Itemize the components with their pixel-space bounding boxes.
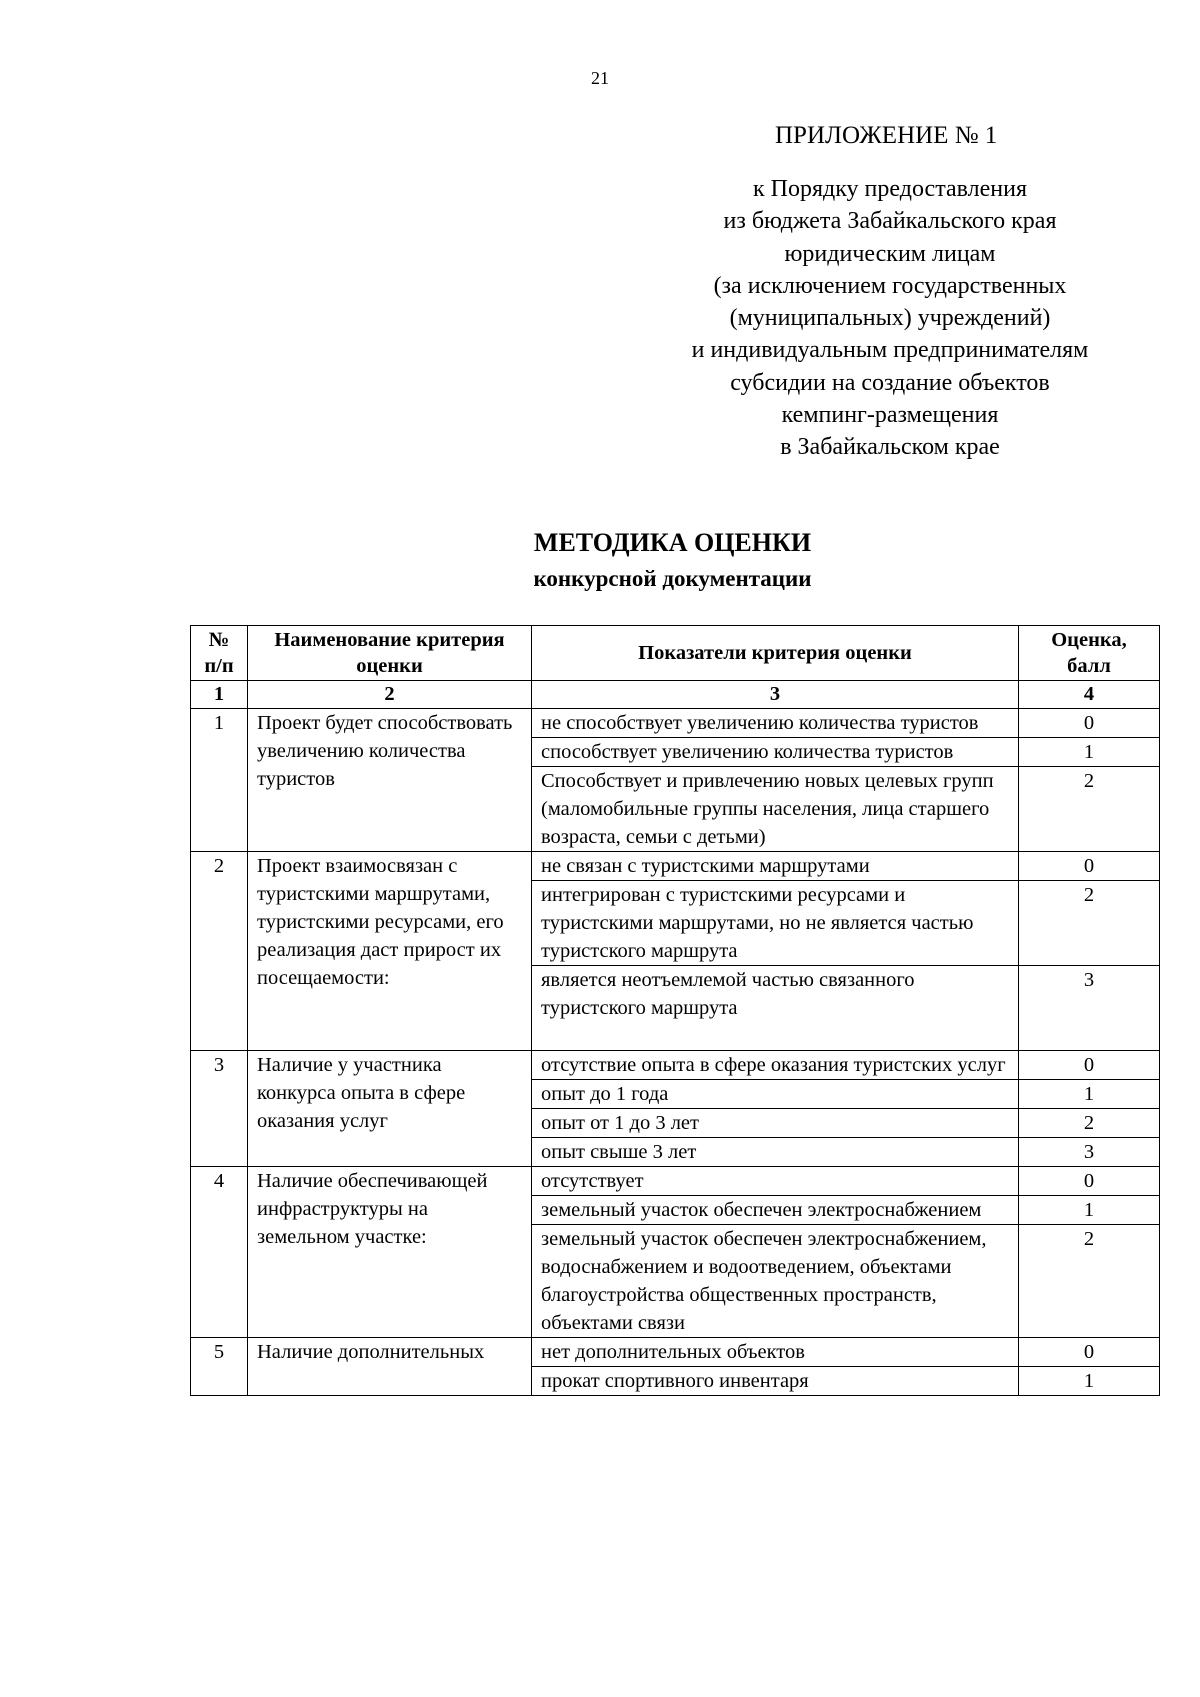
criterion-number: 4 [191, 1167, 248, 1338]
criterion-name: Наличие обеспечивающей инфраструктуры на земельном участке: [248, 1167, 532, 1338]
indicator-text: опыт свыше 3 лет [532, 1138, 1019, 1167]
appendix-line: субсидии на создание объектов [730, 369, 1050, 396]
criterion-name: Наличие дополнительных [248, 1338, 532, 1396]
indicator-text: интегрирован с туристскими ресурсами и туристскими маршрутами, но не является частью туристского маршрута [532, 881, 1019, 966]
score-value: 0 [1019, 1167, 1160, 1196]
score-value: 0 [1019, 852, 1160, 881]
header-name: Наименование критерия оценки [248, 626, 532, 681]
indicator-text: не способствует увеличению количества туристов [532, 709, 1019, 738]
criterion-number: 5 [191, 1338, 248, 1396]
criterion-name: Проект взаимосвязан с туристскими маршрутами, туристскими ресурсами, его реализация даст прирост их посещаемости: [248, 852, 532, 1051]
appendix-line: (муниципальных) учреждений) [729, 305, 1051, 332]
score-value: 2 [1019, 1109, 1160, 1138]
methodology-title: МЕТОДИКА ОЦЕНКИ [533, 528, 812, 557]
criteria-table [190, 625, 1160, 1396]
score-value: 0 [1019, 1338, 1160, 1367]
page-number: 21 [591, 68, 609, 88]
indicator-text: опыт до 1 года [532, 1080, 1019, 1109]
indicator-text: прокат спортивного инвентаря [532, 1367, 1019, 1396]
indicator-text: нет дополнительных объектов [532, 1338, 1019, 1367]
score-value: 1 [1019, 738, 1160, 767]
header-row [191, 626, 1160, 681]
indicator-text: способствует увеличению количества туристов [532, 738, 1019, 767]
appendix-line: к Порядку предоставления [752, 176, 1027, 202]
indicator-text: отсутствие опыта в сфере оказания туристских услуг [532, 1051, 1019, 1080]
score-value: 3 [1019, 966, 1160, 1051]
column-number-row [191, 681, 1160, 709]
score-value: 2 [1019, 767, 1160, 852]
appendix-title: ПРИЛОЖЕНИЕ № 1 [775, 122, 998, 149]
methodology-subtitle: конкурсной документации [533, 566, 812, 591]
indicator-text: является неотъемлемой частью связанного туристского маршрута [532, 966, 1019, 1051]
score-value: 1 [1019, 1080, 1160, 1109]
table-row [191, 1338, 1160, 1367]
criterion-number: 3 [191, 1051, 248, 1167]
appendix-line: и индивидуальным предпринимателям [691, 337, 1089, 364]
criterion-name: Проект будет способствовать увеличению количества туристов [248, 709, 532, 852]
criterion-number: 1 [191, 709, 248, 852]
appendix-line: из бюджета Забайкальского края [723, 208, 1057, 235]
indicator-text: Способствует и привлечению новых целевых групп (маломобильные группы населения, лица старшего возраста, семьи с детьми) [532, 767, 1019, 852]
header-num: № п/п [191, 626, 248, 681]
table-row [191, 1167, 1160, 1196]
indicator-text: опыт от 1 до 3 лет [532, 1109, 1019, 1138]
score-value: 3 [1019, 1138, 1160, 1167]
score-value: 1 [1019, 1196, 1160, 1225]
header-indicators: Показатели критерия оценки [532, 626, 1019, 681]
score-value: 0 [1019, 1051, 1160, 1080]
indicator-text: не связан с туристскими маршрутами [532, 852, 1019, 881]
score-value: 1 [1019, 1367, 1160, 1396]
table-row [191, 1051, 1160, 1080]
column-number: 1 [191, 681, 248, 709]
indicator-text: земельный участок обеспечен электроснабжением, водоснабжением и водоотведением, объектами благоустройства общественных пространств, объектами связи [532, 1225, 1019, 1338]
score-value: 2 [1019, 1225, 1160, 1338]
appendix-line: кемпинг-размещения [781, 402, 999, 429]
score-value: 0 [1019, 709, 1160, 738]
header-score: Оценка, балл [1019, 626, 1160, 681]
score-value: 2 [1019, 881, 1160, 966]
column-number: 2 [248, 681, 532, 709]
indicator-text: земельный участок обеспечен электроснабжением [532, 1196, 1019, 1225]
appendix-line: в Забайкальском крае [780, 434, 1000, 461]
appendix-line: юридическим лицам [784, 240, 996, 267]
table-row [191, 709, 1160, 738]
column-number: 3 [532, 681, 1019, 709]
table-row [191, 852, 1160, 881]
criterion-number: 2 [191, 852, 248, 1051]
indicator-text: отсутствует [532, 1167, 1019, 1196]
criterion-name: Наличие у участника конкурса опыта в сфере оказания услуг [248, 1051, 532, 1167]
column-number: 4 [1019, 681, 1160, 709]
appendix-subtitle [655, 173, 1125, 464]
appendix-line: (за исключением государственных [713, 272, 1067, 299]
